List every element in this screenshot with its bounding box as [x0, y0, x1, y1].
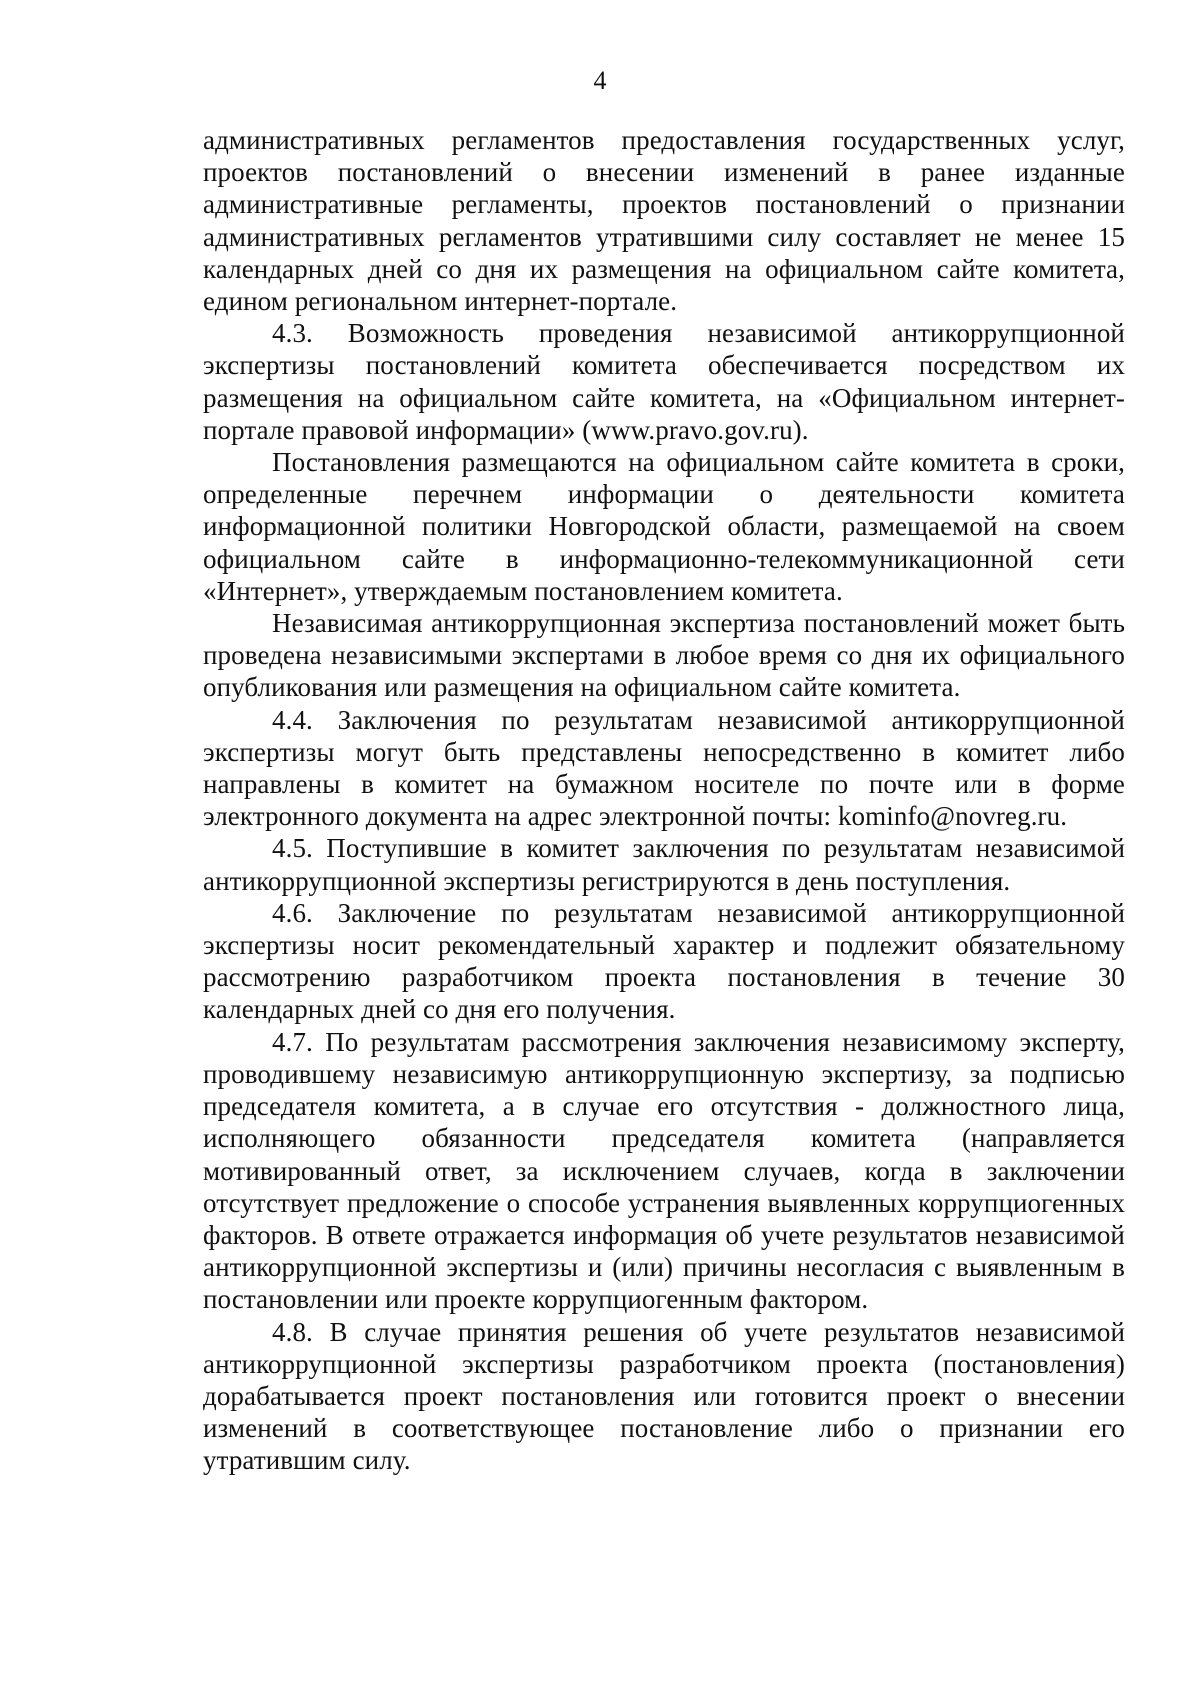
paragraph-4-4: 4.4. Заключения по результатам независимой антикоррупционной экспертизы могут быть представлены непосредственно в комитет либо направлены в комитет на бумажном носителе по почте или в форме электронного документа на адрес электронной почты: kominfo@novreg.ru.	[203, 704, 1125, 832]
document-body	[203, 124, 1125, 1477]
paragraph-4-8: 4.8. В случае принятия решения об учете результатов независимой антикоррупционной экспертизы разработчиком проекта (постановления) дорабатывается проект постановления или готовится проект о внесении изменений в соответствующее постановление либо о признании его утратившим силу.	[203, 1316, 1125, 1476]
paragraph-4-7: 4.7. По результатам рассмотрения заключения независимому эксперту, проводившему независимую антикоррупционную экспертизу, за подписью председателя комитета, а в случае его отсутствия - должностного лица, исполняющего обязанности председателя комитета (направляется мотивированный ответ, за исключением случаев, когда в заключении отсутствует предложение о способе устранения выявленных коррупциогенных факторов. В ответе отражается информация об учете результатов независимой антикоррупционной экспертизы и (или) причины несогласия с выявленным в постановлении или проекте коррупциогенным фактором.	[203, 1026, 1125, 1315]
paragraph-continuation: административных регламентов предоставления государственных услуг, проектов постановлений о внесении изменений в ранее изданные административные регламенты, проектов постановлений о признании административных регламентов утратившими силу составляет не менее 15 календарных дней со дня их размещения на официальном сайте комитета, едином региональном интернет-портале.	[203, 125, 1125, 317]
paragraph-publication-terms: Постановления размещаются на официальном сайте комитета в сроки, определенные перечнем информации о деятельности комитета информационной политики Новгородской области, размещаемой на своем официальном сайте в информационно-телекоммуникационной сети «Интернет», утверждаемым постановлением комитета.	[203, 447, 1125, 606]
paragraph-4-6: 4.6. Заключение по результатам независимой антикоррупционной экспертизы носит рекомендательный характер и подлежит обязательному рассмотрению разработчиком проекта постановления в течение 30 календарных дней со дня его получения.	[203, 897, 1125, 1025]
paragraph-4-5: 4.5. Поступившие в комитет заключения по результатам независимой антикоррупционной экспертизы регистрируются в день поступления.	[203, 833, 1125, 896]
paragraph-independent-expertise: Независимая антикоррупционная экспертиза постановлений может быть проведена независимыми экспертами в любое время со дня их официального опубликования или размещения на официальном сайте комитета.	[203, 608, 1125, 703]
page-number: 4	[593, 66, 607, 95]
paragraph-4-3: 4.3. Возможность проведения независимой антикоррупционной экспертизы постановлений комитета обеспечивается посредством их размещения на официальном сайте комитета, на «Официальном интернет-портале правовой информации» (www.pravo.gov.ru).	[203, 318, 1125, 445]
